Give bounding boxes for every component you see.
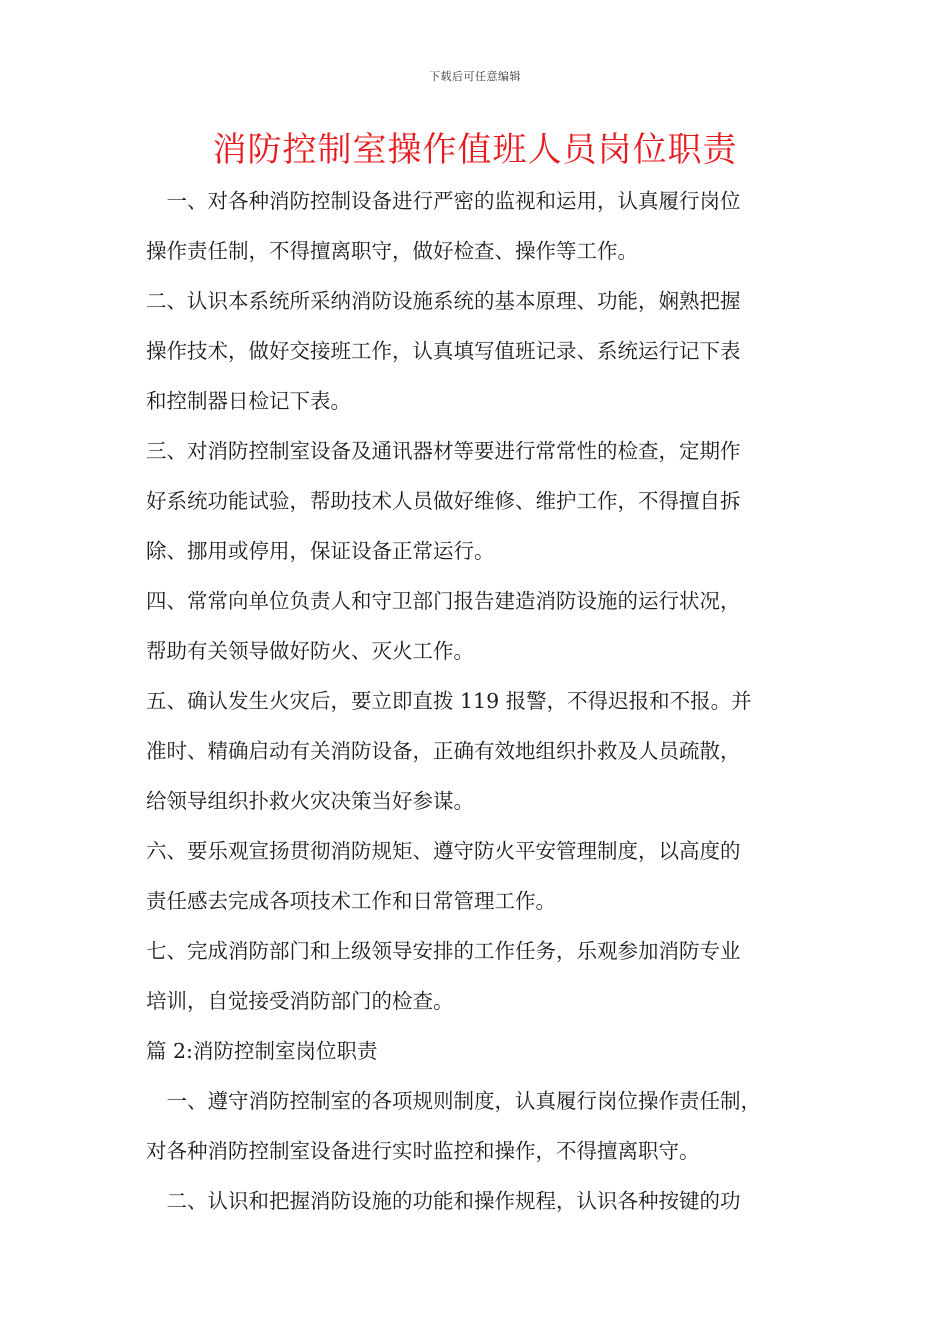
paragraph-1 [146, 176, 816, 276]
paragraph-line: 操作责任制，不得擅离职守，做好检查、操作等工作。 [146, 239, 638, 263]
paragraph-line: 培训，自觉接受消防部门的检查。 [146, 989, 454, 1013]
paragraph-line: 二、认识和把握消防设施的功能和操作规程，认识各种按键的功 [146, 1189, 741, 1213]
paragraph-3 [146, 426, 816, 576]
paragraph-5 [146, 676, 816, 826]
paragraph-line: 一、遵守消防控制室的各项规则制度，认真履行岗位操作责任制， [146, 1089, 761, 1113]
paragraph-7 [146, 926, 816, 1026]
document-title: 消防控制室操作值班人员岗位职责 [212, 130, 738, 170]
section-2-heading: 篇 2:消防控制室岗位职责 [146, 1039, 378, 1063]
paragraph-line: 准时、精确启动有关消防设备，正确有效地组织扑救及人员疏散， [146, 739, 741, 763]
paragraph-line: 六、要乐观宣扬贯彻消防规矩、遵守防火平安管理制度，以高度的 [146, 839, 741, 863]
section-2-paragraph-2 [146, 1176, 816, 1226]
header-note: 下载后可任意编辑 [429, 70, 521, 83]
paragraph-6 [146, 826, 816, 926]
section-2-paragraph-1 [146, 1076, 816, 1176]
paragraph-line: 七、完成消防部门和上级领导安排的工作任务，乐观参加消防专业 [146, 939, 741, 963]
paragraph-4 [146, 576, 816, 676]
paragraph-line: 操作技术，做好交接班工作，认真填写值班记录、系统运行记下表 [146, 339, 741, 363]
paragraph-line: 四、常常向单位负责人和守卫部门报告建造消防设施的运行状况， [146, 589, 741, 613]
paragraph-line: 五、确认发生火灾后，要立即直拨 119 报警，不得迟报和不报。并 [146, 689, 752, 713]
paragraph-line: 二、认识本系统所采纳消防设施系统的基本原理、功能，娴熟把握 [146, 289, 741, 313]
paragraph-line: 一、对各种消防控制设备进行严密的监视和运用，认真履行岗位 [146, 189, 741, 213]
paragraph-line: 除、挪用或停用，保证设备正常运行。 [146, 539, 495, 563]
document-body [146, 176, 816, 1226]
paragraph-line: 和控制器日检记下表。 [146, 389, 351, 413]
paragraph-line: 对各种消防控制室设备进行实时监控和操作，不得擅离职守。 [146, 1139, 700, 1163]
paragraph-line: 三、对消防控制室设备及通讯器材等要进行常常性的检查，定期作 [146, 439, 741, 463]
paragraph-line: 帮助有关领导做好防火、灭火工作。 [146, 639, 474, 663]
paragraph-line: 责任感去完成各项技术工作和日常管理工作。 [146, 889, 556, 913]
paragraph-line: 好系统功能试验，帮助技术人员做好维修、维护工作，不得擅自拆 [146, 489, 741, 513]
paragraph-line: 给领导组织扑救火灾决策当好参谋。 [146, 789, 474, 813]
paragraph-2 [146, 276, 816, 426]
